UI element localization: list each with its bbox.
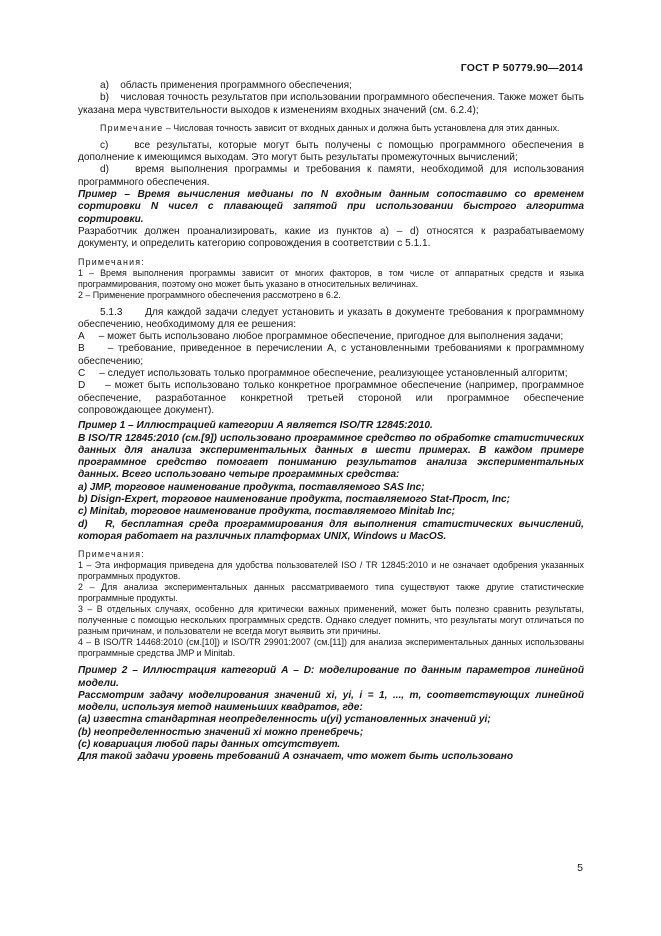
- example-1-item-c: c) Minitab, торговое наименование продукта, поставляемого Minitab Inc;: [78, 506, 456, 518]
- page-content: [78, 80, 584, 764]
- notes-3-label: Примечания:: [78, 549, 145, 560]
- example-2-body: Рассмотрим задачу моделирования значений xi, yi, i = 1, ..., m, соответствующих линейной модели, используя метод наименьших квадратов, где:: [78, 689, 584, 714]
- item-a: a) область применения программного обеспечения;: [100, 80, 352, 91]
- item-b: b) числовая точность результатов при использовании программного обеспечения. Также может быть указана мера чувствительности выходов к изменениям входных значений (см. 6.2.4);: [78, 92, 584, 116]
- example-median: Пример – Время вычисления медианы по N входным данным сопоставимо со временем сортировки N чисел с плавающей запятой при использовании быстрого алгоритма сортировки.: [78, 189, 584, 225]
- document-header: ГОСТ Р 50779.90—2014: [460, 62, 583, 74]
- notes-3-item-2: 2 – Для анализа экспериментальных данных рассматриваемого типа существуют также другие статистические программные продукты.: [78, 582, 584, 604]
- category-b: В – требование, приведенное в перечислении А, с установленными требованиями к программному обеспечению;: [78, 343, 584, 367]
- example-1-item-b: b) Disign-Expert, торговое наименование продукта, поставляемого Stat-Просm, Inc;: [78, 494, 510, 506]
- notes-3-item-1: 1 – Эта информация приведена для удобства пользователей ISO / TR 12845:2010 и не означает одобрения указанных программных продуктов.: [78, 560, 584, 582]
- example-2-title: Пример 2 – Иллюстрация категорий А – D: моделирование по данным параметров линейной модели.: [78, 665, 584, 689]
- category-c: С – следует использовать только программное обеспечение, реализующее установленный алгоритм;: [78, 368, 568, 380]
- category-a: А – может быть использовано любое программное обеспечение, пригодное для выполнения задачи;: [78, 331, 564, 343]
- notes-2-item-1: 1 – Время выполнения программы зависит от многих факторов, в том числе от аппаратных средств и языка программирования, поэтому оно может быть указано в относительных величинах.: [78, 267, 584, 289]
- example-2-item-c: (c) ковариация любой пары данных отсутствует.: [78, 738, 341, 750]
- example-1-item-d: d) R, бесплатная среда программирования для выполнения статистических вычислений, которая работает на различных платформах UNIX, Windows и MacOS.: [78, 518, 584, 542]
- example-2-closing: Для такой задачи уровень требований А означает, что может быть использовано: [78, 751, 514, 763]
- item-c: c) все результаты, которые могут быть получены с помощью программного обеспечения в дополнение к имеющимся выходам. Это могут быть результаты промежуточных вычислений;: [78, 139, 584, 164]
- notes-2-item-2: 2 – Применение программного обеспечения рассмотрено в 6.2.: [78, 289, 341, 300]
- note-label: Примечание: [100, 122, 164, 133]
- notes-3-item-3: 3 – В отдельных случаях, особенно для критически важных применений, может быть полезно сравнить результаты, полученные с помощью нескольких программных средств. Однако следует помнить, что результаты могут отличаться по разным причинам, и пользователи не всегда могут выявить эти причины.: [78, 604, 584, 637]
- page-number: 5: [577, 862, 583, 874]
- developer-paragraph: Разработчик должен проанализировать, какие из пунктов а) – d) относятся к разрабатываемому документу, и определить категорию сопровождения в соответствии с 5.1.1.: [78, 225, 584, 250]
- item-d: d) время выполнения программы и требования к памяти, необходимой для использования программного обеспечения.: [78, 164, 584, 188]
- example-2-item-b: (b) неопределенностью значений xi можно пренебречь;: [78, 726, 364, 738]
- example-1-body: В ISO/TR 12845:2010 (см.[9]) использовано программное средство по обработке статистических данных для анализа экспериментальных данных в шести примерах. В каждом примере программное средство помогает пониманию результатов анализа экспериментальных данных. Всего использовано четыре программных средства:: [78, 432, 584, 481]
- notes-2-label: Примечания:: [78, 256, 145, 267]
- example-1-item-a: а) JMP, торговое наименование продукта, поставляемого SAS Inc;: [78, 481, 425, 493]
- category-d: D – может быть использовано только конкретное программное обеспечение (например, программное обеспечение, разработанное конкретной третьей стороной или программное обеспечение сопровождающее документ).: [78, 380, 584, 416]
- note-1: [78, 123, 584, 134]
- example-2-item-a: (а) известна стандартная неопределенность u(yi) установленных значений yi;: [78, 714, 491, 726]
- note-text: – Числовая точность зависит от входных данных и должна быть установлена для этих данных.: [163, 122, 560, 133]
- example-1-title: Пример 1 – Иллюстрацией категории А является ISO/TR 12845:2010.: [78, 420, 433, 432]
- notes-3-item-4: 4 – В ISO/TR 14468:2010 (см.[10]) и ISO/TR 29901:2007 (см.[11]) для анализа экспериментальных данных использованы программные средства JMP и Minitab.: [78, 637, 584, 659]
- section-5-1-3: 5.1.3 Для каждой задачи следует установить и указать в документе требования к программному обеспечению, необходимому для ее решения:: [78, 306, 584, 330]
